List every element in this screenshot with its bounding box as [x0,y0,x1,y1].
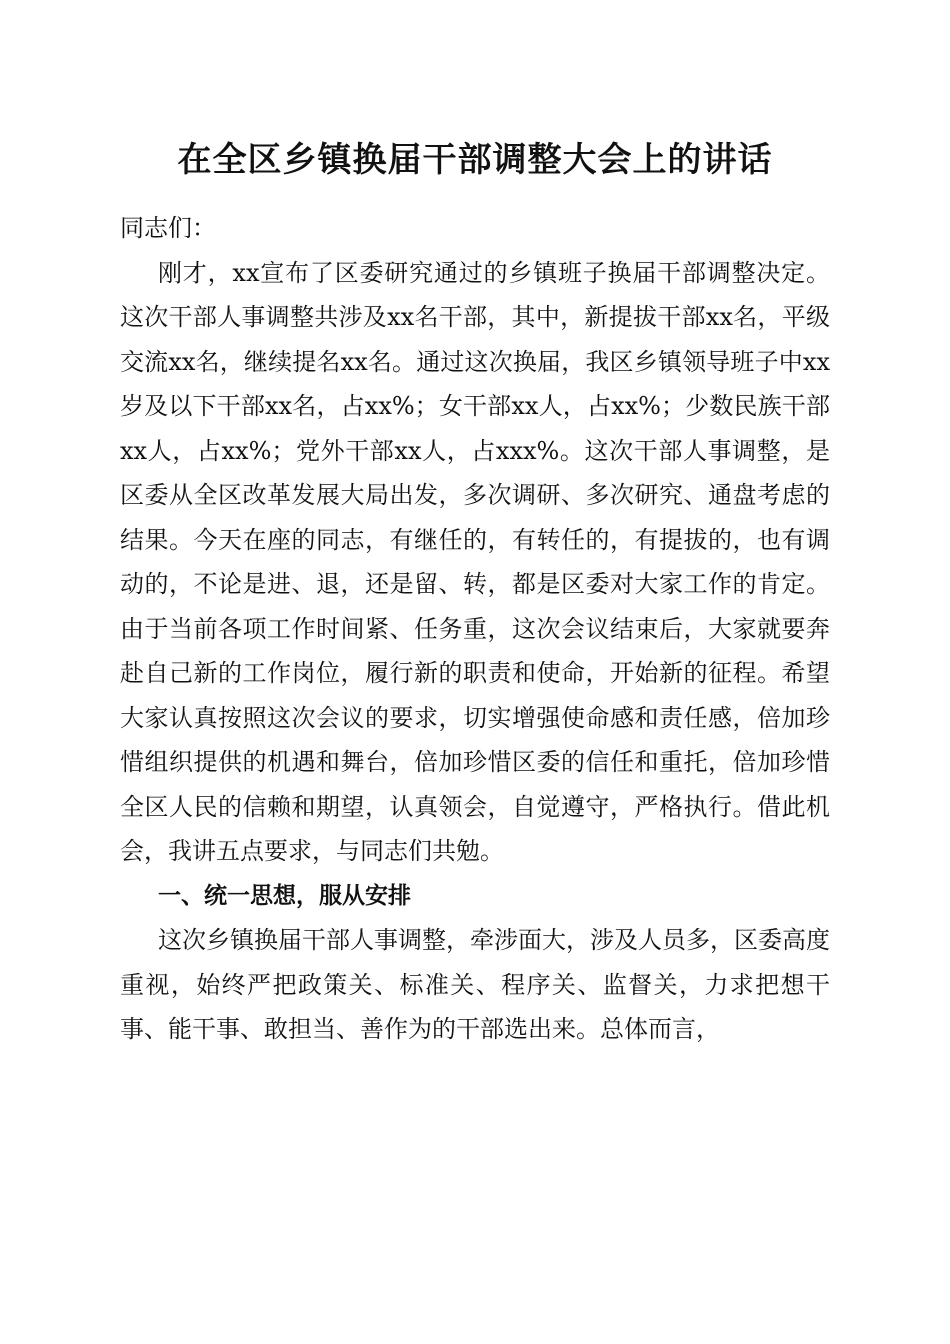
paragraph-section-1: 这次乡镇换届干部人事调整，牵涉面大，涉及人员多，区委高度重视，始终严把政策关、标准关、程序关、监督关，力求把想干事、能干事、敢担当、善作为的干部选出来。总体而言， [120,926,830,1043]
paragraph-intro: 刚才，xx宣布了区委研究通过的乡镇班子换届干部调整决定。这次干部人事调整共涉及xx名干部，其中，新提拔干部xx名，平级交流xx名，继续提名xx名。通过这次换届，我区乡镇领导班子中xx岁及以下干部xx名，占xx%；女干部xx人，占xx%；少数民族干部xx人，占xx%；党外干部xx人，占xxx%。这次干部人事调整，是区委从全区改革发展大局出发，多次调研、多次研究、通盘考虑的结果。今天在座的同志，有继任的，有转任的，有提拔的，也有调动的，不论是进、退，还是留、转，都是区委对大家工作的肯定。由于当前各项工作时间紧、任务重，这次会议结束后，大家就要奔赴自己新的工作岗位，履行新的职责和使命，开始新的征程。希望大家认真按照这次会议的要求，切实增强使命感和责任感，倍加珍惜组织提供的机遇和舞台，倍加珍惜区委的信任和重托，倍加珍惜全区人民的信赖和期望，认真领会，自觉遵守，严格执行。借此机会，我讲五点要求，与同志们共勉。 [120,258,830,865]
salutation: 同志们： [120,214,216,242]
document-body [120,206,830,1052]
page-title: 在全区乡镇换届干部调整大会上的讲话 [177,140,773,180]
section-heading-1: 一、统一思想，服从安排 [158,882,411,909]
